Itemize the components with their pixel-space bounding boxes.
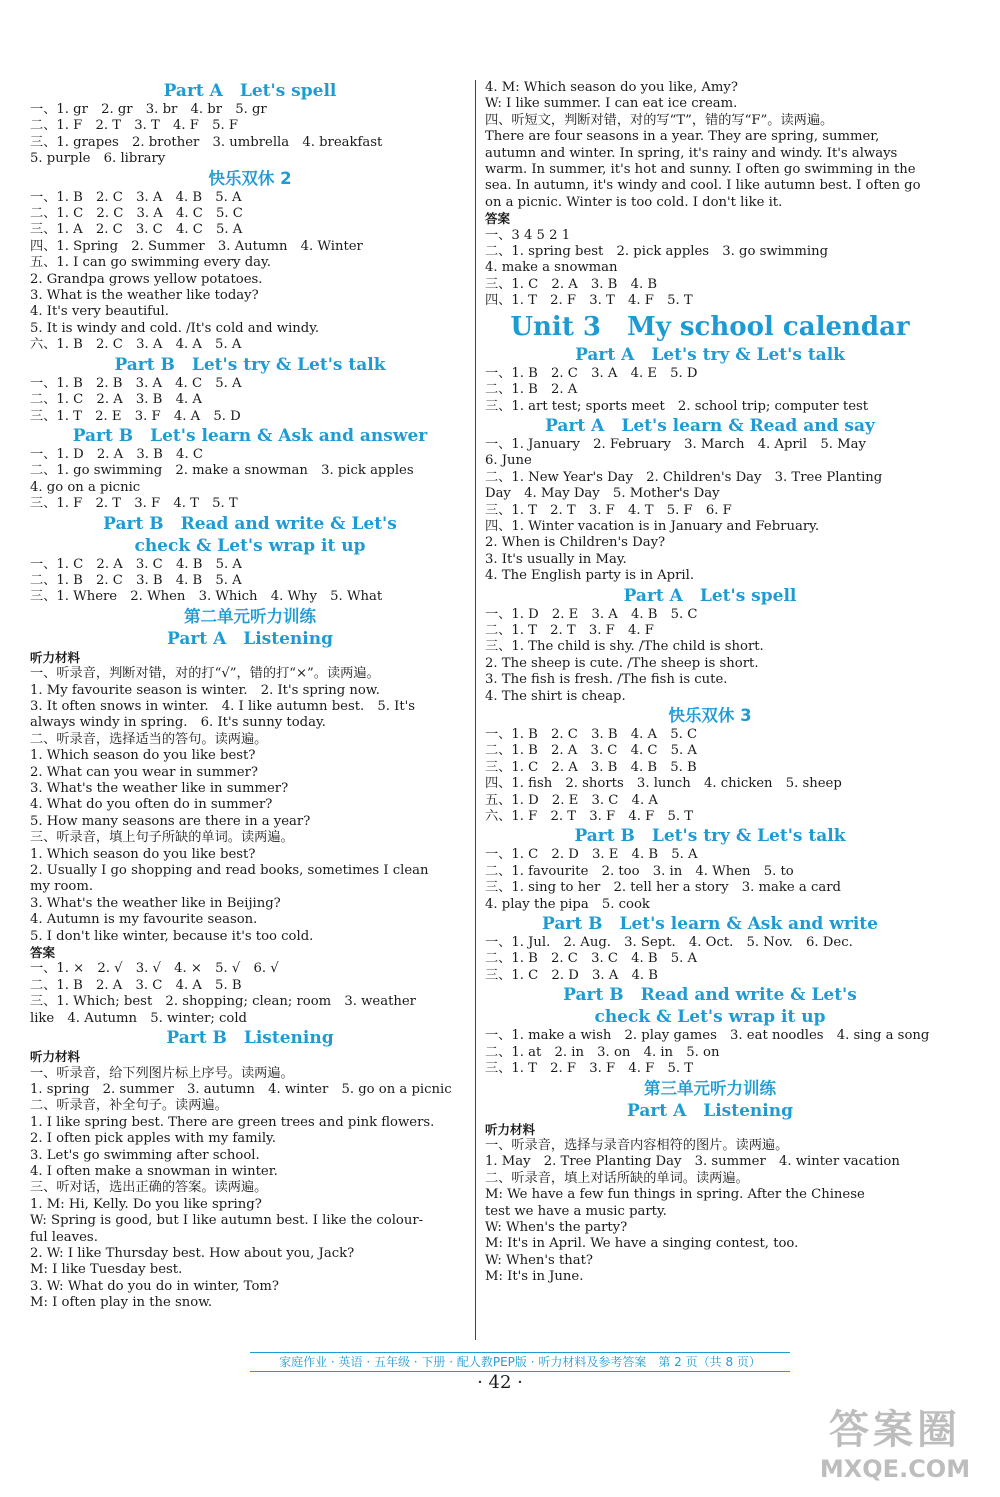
answer-line: 2. I often pick apples with my family. — [30, 1131, 276, 1147]
answer-line: M: It's in April. We have a singing contest, too. — [485, 1236, 799, 1252]
answer-line: 一、1. January 2. February 3. March 4. April 5. May — [485, 436, 866, 452]
answer-line: like 4. Autumn 5. winter; cold — [30, 1010, 247, 1026]
watermark-url: MXQE.COM — [819, 1455, 971, 1483]
watermark-logo — [800, 1405, 990, 1491]
answer-line: 二、1. New Year's Day 2. Children's Day 3. Tree Planting — [485, 469, 883, 485]
answer-line: 4. What do you often do in summer? — [30, 797, 273, 813]
answer-line: 2. Usually I go shopping and read books, sometimes I clean — [30, 863, 429, 879]
section-label: 答案 — [30, 945, 56, 961]
answer-line: 4. make a snowman — [485, 260, 618, 276]
section-heading: Part B Read and write & Let's — [563, 985, 857, 1006]
answer-line: 三、1. A 2. C 3. C 4. C 5. A — [30, 222, 243, 238]
answer-line: 一、1. D 2. E 3. A 4. B 5. C — [485, 606, 698, 622]
answer-line: M: It's in June. — [485, 1269, 584, 1285]
answer-line: 4. go on a picnic — [30, 479, 141, 495]
answer-line: 二、1. C 2. A 3. B 4. A — [30, 392, 202, 408]
answer-line: 1. Which season do you like best? — [30, 748, 256, 764]
footer-bar: 家庭作业 · 英语 · 五年级 · 下册 · 配人教PEP版 · 听力材料及参考答案 第 2 页（共 8 页） — [250, 1352, 790, 1372]
answer-line: 一、3 4 5 2 1 — [485, 227, 571, 243]
answer-line: 5. purple 6. library — [30, 151, 166, 167]
answer-line: W: When's the party? — [485, 1219, 628, 1235]
answer-line: 二、1. B 2. A 3. C 4. A 5. B — [30, 977, 242, 993]
section-heading: Part A Let's spell — [163, 81, 337, 101]
answer-line: 3. W: What do you do in winter, Tom? — [30, 1278, 279, 1294]
section-heading: Part B Read and write & Let's — [103, 513, 397, 534]
answer-line: 四、1. Winter vacation is in January and February. — [485, 518, 820, 534]
answer-line: 三、1. F 2. T 3. F 4. T 5. T — [30, 496, 238, 512]
answer-line: 一、听录音，判断对错，对的打“√”，错的打“×”。读两遍。 — [30, 666, 380, 682]
answer-line: 二、1. B 2. A — [485, 382, 578, 398]
answer-line: 三、1. grapes 2. brother 3. umbrella 4. breakfast — [30, 134, 383, 150]
answer-line: 1. I like spring best. There are green trees and pink flowers. — [30, 1114, 435, 1130]
section-heading: Part A Listening — [167, 628, 333, 649]
answer-line: 二、1. favourite 2. too 3. in 4. When 5. to — [485, 863, 794, 879]
answer-line: 四、1. T 2. F 3. T 4. F 5. T — [485, 293, 693, 309]
section-heading: 第二单元听力训练 — [184, 606, 316, 626]
answer-line: 三、听录音，填上句子所缺的单词。读两遍。 — [30, 830, 294, 846]
answer-line: 二、听录音，选择适当的答句。读两遍。 — [30, 731, 268, 747]
answer-line: 2. The sheep is cute. /The sheep is short. — [485, 655, 759, 671]
answer-line: 一、1. B 2. C 3. A 4. B 5. A — [30, 189, 242, 205]
answer-line: 三、1. C 2. D 3. A 4. B — [485, 967, 658, 983]
answer-line: M: I like Tuesday best. — [30, 1262, 183, 1278]
section-heading: Part B Let's learn & Ask and answer — [72, 425, 428, 446]
answer-line: 二、1. B 2. C 3. B 4. B 5. A — [30, 572, 242, 588]
answer-line: 四、听短文，判断对错，对的写“T”，错的写“F”。读两遍。 — [485, 112, 834, 128]
answer-line: my room. — [30, 879, 94, 895]
answer-line: 三、1. T 2. T 3. F 4. T 5. F 6. F — [485, 502, 732, 518]
answer-line: 5. I don't like winter, because it's too cold. — [30, 928, 314, 944]
answer-line: 二、1. C 2. C 3. A 4. C 5. C — [30, 206, 243, 222]
column-divider — [475, 80, 476, 1340]
answer-line: 二、1. T 2. T 3. F 4. F — [485, 622, 654, 638]
answer-line: 4. Autumn is my favourite season. — [30, 912, 258, 928]
answer-line: 一、1. make a wish 2. play games 3. eat noodles 4. sing a song — [485, 1028, 930, 1044]
section-heading: Part A Let's learn & Read and say — [545, 415, 875, 436]
answer-line: 一、1. C 2. D 3. E 4. B 5. A — [485, 847, 698, 863]
answer-line: 5. It is windy and cold. /It's cold and windy. — [30, 320, 320, 336]
answer-line: 一、1. × 2. √ 3. √ 4. × 5. √ 6. √ — [30, 961, 279, 977]
answer-line: 三、1. T 2. F 3. F 4. F 5. T — [485, 1061, 694, 1077]
answer-line: 3. It often snows in winter. 4. I like autumn best. 5. It's — [30, 698, 416, 714]
answer-line: 六、1. B 2. C 3. A 4. A 5. A — [30, 337, 242, 353]
answer-line: warm. In summer, it's hot and sunny. I often go swimming in the — [485, 162, 916, 178]
answer-line: 4. play the pipa 5. cook — [485, 896, 650, 912]
answer-line: W: Spring is good, but I like autumn best. I like the colour- — [30, 1213, 424, 1229]
answer-line: 一、听录音，选择与录音内容相符的图片。读两遍。 — [485, 1137, 789, 1153]
answer-line: Day 4. May Day 5. Mother's Day — [485, 486, 720, 502]
answer-line: M: I often play in the snow. — [30, 1295, 213, 1311]
answer-line: 四、1. fish 2. shorts 3. lunch 4. chicken 5. sheep — [485, 776, 842, 792]
section-heading: Part B Let's try & Let's talk — [114, 354, 386, 375]
answer-line: 1. Which season do you like best? — [30, 846, 256, 862]
answer-line: 1. My favourite season is winter. 2. It's spring now. — [30, 682, 380, 698]
answer-line: 一、1. gr 2. gr 3. br 4. br 5. gr — [30, 102, 267, 117]
answer-line: 1. spring 2. summer 3. autumn 4. winter 5. go on a picnic — [30, 1081, 452, 1097]
answer-line: 1. May 2. Tree Planting Day 3. summer 4. winter vacation — [485, 1154, 900, 1170]
answer-line: 4. I often make a snowman in winter. — [30, 1163, 278, 1179]
answer-line: 2. Grandpa grows yellow potatoes. — [30, 271, 263, 287]
answer-line: 五、1. D 2. E 3. C 4. A — [485, 792, 658, 808]
answer-line: 4. The shirt is cheap. — [485, 688, 626, 704]
section-heading: Part A Let's spell — [623, 585, 797, 606]
answer-line: 三、1. art test; sports meet 2. school trip; computer test — [485, 398, 869, 414]
section-label: 听力材料 — [30, 649, 81, 665]
right-column — [485, 80, 935, 1286]
answer-line: 5. How many seasons are there in a year? — [30, 813, 311, 829]
answer-line: 3. What's the weather like in Beijing? — [30, 895, 281, 911]
answer-line: 一、1. B 2. C 3. A 4. E 5. D — [485, 365, 698, 381]
answer-line: 3. It's usually in May. — [485, 551, 627, 567]
answer-line: 二、1. at 2. in 3. on 4. in 5. on — [485, 1044, 720, 1060]
answer-line: 2. W: I like Thursday best. How about you, Jack? — [30, 1245, 355, 1261]
section-heading: check & Let's wrap it up — [594, 1007, 826, 1028]
section-label: 听力材料 — [30, 1049, 81, 1065]
answer-line: 4. The English party is in April. — [485, 568, 695, 584]
section-heading: Part B Let's learn & Ask and write — [542, 914, 878, 935]
answer-line: 三、1. C 2. A 3. B 4. B — [485, 276, 658, 292]
left-column — [30, 80, 470, 1312]
section-heading: check & Let's wrap it up — [134, 535, 366, 556]
answer-line: 三、1. C 2. A 3. B 4. B 5. B — [485, 759, 697, 775]
answer-line: 一、1. D 2. A 3. B 4. C — [30, 446, 203, 462]
answer-line: 一、1. C 2. A 3. C 4. B 5. A — [30, 556, 242, 572]
answer-line: 3. What's the weather like in summer? — [30, 781, 289, 796]
answer-line: 2. What can you wear in summer? — [30, 764, 258, 780]
section-heading: Part A Listening — [627, 1100, 793, 1121]
answer-line: sea. In autumn, it's windy and cool. I like autumn best. I often go — [485, 178, 921, 194]
page-number: · 42 · — [477, 1372, 523, 1393]
section-label: 答案 — [485, 211, 511, 227]
answer-line: 二、听录音，填上对话所缺的单词。读两遍。 — [485, 1170, 749, 1186]
section-heading: 快乐双休 3 — [668, 706, 752, 725]
answer-line: 一、听录音，给下列图片标上序号。读两遍。 — [30, 1065, 294, 1081]
answer-line: 6. June — [485, 453, 532, 469]
answer-line: 一、1. B 2. C 3. B 4. A 5. C — [485, 727, 698, 742]
answer-line: 三、1. Where 2. When 3. Which 4. Why 5. What — [30, 589, 383, 605]
unit-title: Unit 3 My school calendar — [510, 311, 910, 342]
answer-line: 1. M: Hi, Kelly. Do you like spring? — [30, 1196, 262, 1212]
answer-line: autumn and winter. In spring, it's rainy and windy. It's always — [485, 145, 898, 161]
answer-line: 三、1. T 2. E 3. F 4. A 5. D — [30, 408, 241, 424]
answer-line: 六、1. F 2. T 3. F 4. F 5. T — [485, 809, 694, 825]
answer-line: 3. Let's go swimming after school. — [30, 1147, 260, 1163]
answer-line: M: We have a few fun things in spring. After the Chinese — [485, 1187, 865, 1203]
section-heading: Part B Let's try & Let's talk — [574, 826, 846, 847]
section-heading: Part A Let's try & Let's talk — [575, 344, 845, 365]
answer-line: 三、1. The child is shy. /The child is short. — [485, 639, 764, 655]
answer-line: W: I like summer. I can eat ice cream. — [485, 96, 738, 112]
answer-line: 3. What is the weather like today? — [30, 288, 259, 304]
answer-line: 二、1. spring best 2. pick apples 3. go swimming — [485, 244, 829, 260]
section-heading: 第三单元听力训练 — [644, 1078, 776, 1098]
answer-line: 一、1. B 2. B 3. A 4. C 5. A — [30, 375, 242, 391]
answer-line: 二、1. F 2. T 3. T 4. F 5. F — [30, 118, 239, 134]
answer-line: 二、1. B 2. C 3. C 4. B 5. A — [485, 951, 698, 967]
section-label: 听力材料 — [485, 1121, 536, 1137]
section-heading: Part B Listening — [166, 1028, 334, 1049]
answer-line: ful leaves. — [30, 1229, 98, 1245]
answer-line: 一、1. Jul. 2. Aug. 3. Sept. 4. Oct. 5. Nov. 6. Dec. — [485, 935, 853, 951]
answer-line: 三、1. sing to her 2. tell her a story 3. make a card — [485, 880, 841, 896]
answer-line: 4. M: Which season do you like, Amy? — [485, 80, 738, 95]
answer-line: 三、1. Which; best 2. shopping; clean; room 3. weather — [30, 994, 416, 1010]
answer-line: 四、1. Spring 2. Summer 3. Autumn 4. Winter — [30, 238, 363, 254]
answer-line: 二、1. B 2. A 3. C 4. C 5. A — [485, 743, 697, 759]
answer-line: 二、听录音，补全句子。读两遍。 — [30, 1098, 228, 1114]
answer-line: 3. The fish is fresh. /The fish is cute. — [485, 672, 728, 688]
answer-line: W: When's that? — [485, 1252, 593, 1268]
answer-line: 三、听对话，选出正确的答案。读两遍。 — [30, 1180, 268, 1196]
answer-line: 二、1. go swimming 2. make a snowman 3. pick apples — [30, 463, 414, 479]
section-heading: 快乐双休 2 — [208, 168, 292, 188]
answer-line: always windy in spring. 6. It's sunny today. — [30, 715, 326, 731]
watermark-logo-text: 答案圈 — [829, 1407, 961, 1453]
answer-line: 2. When is Children's Day? — [485, 535, 666, 551]
answer-line: test we have a music party. — [485, 1203, 667, 1219]
answer-line: on a picnic. Winter is too cold. I don't like it. — [485, 194, 783, 210]
answer-line: 五、1. I can go swimming every day. — [30, 255, 271, 271]
answer-line: 4. It's very beautiful. — [30, 304, 169, 320]
answer-line: There are four seasons in a year. They are spring, summer, — [485, 129, 880, 145]
